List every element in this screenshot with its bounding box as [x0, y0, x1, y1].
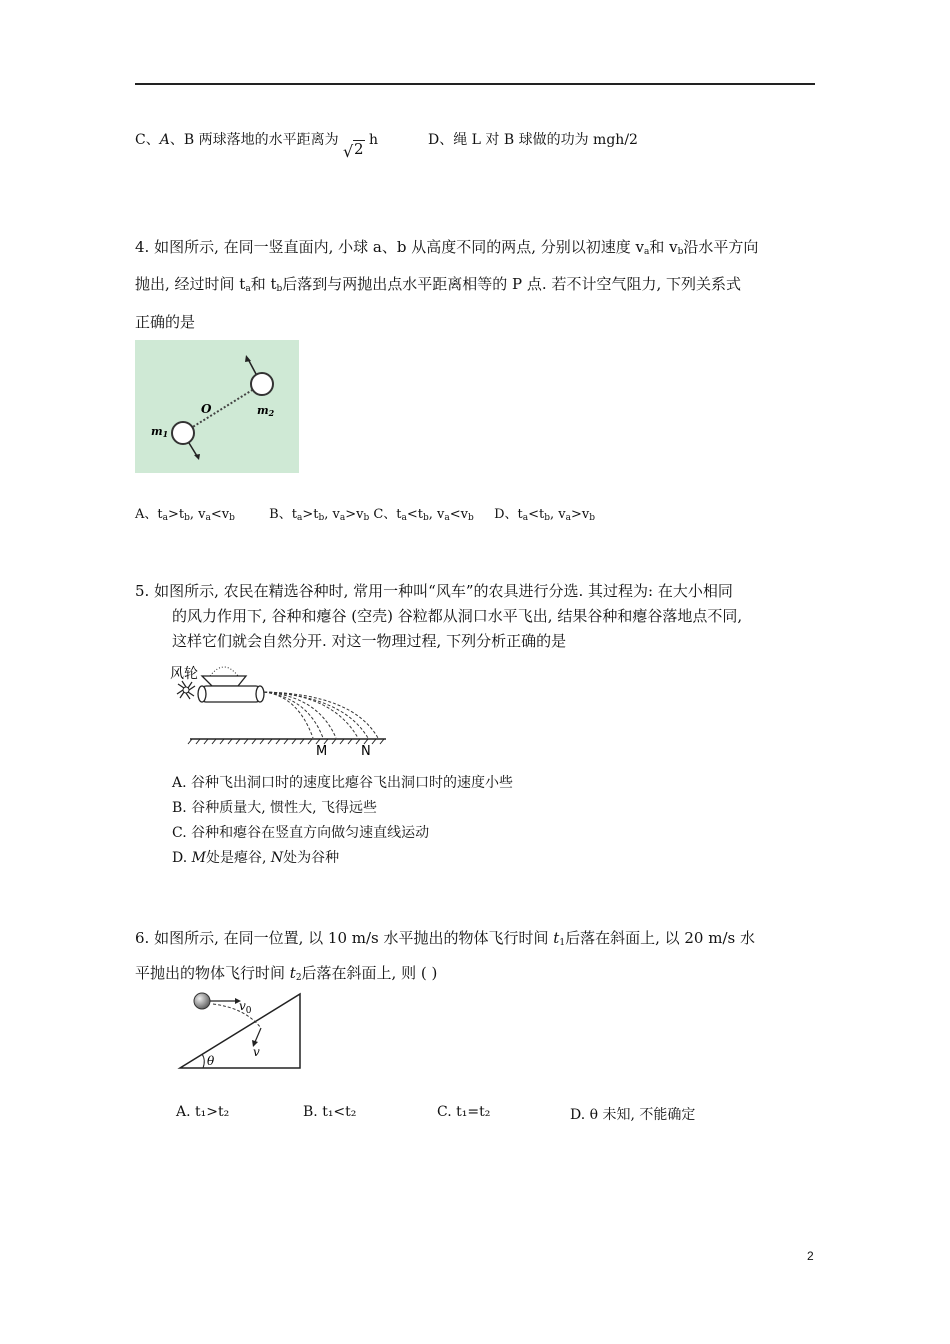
q5-line-1: 5. 如图所示, 农民在精选谷种时, 常用一种叫“风车”的农具进行分选. 其过程为: 在大小相同 — [135, 582, 733, 600]
ball-m1 — [172, 422, 194, 444]
q6-line-1: 6. 如图所示, 在同一位置, 以 10 m/s 水平抛出的物体飞行时间 $t_1$后落在斜面上, 以 20 m/s 水 — [135, 929, 755, 948]
label-v: v — [253, 1045, 260, 1059]
q5-option-c: C. 谷种和瘪谷在竖直方向做匀速直线运动 — [172, 825, 430, 841]
q5-line-2: 的风力作用下, 谷种和瘪谷 (空壳) 谷粒都从洞口水平飞出, 结果谷种和瘪谷落地点不同, — [172, 607, 743, 625]
q6-line-2: 平抛出的物体飞行时间 $t_2$后落在斜面上, 则 ( ) — [135, 964, 438, 983]
q4-option-b: B、$t_a>t_b$, $v_a>v_b$ — [269, 507, 370, 523]
q4-line-1: 4. 如图所示, 在同一竖直面内, 小球 a、b 从高度不同的两点, 分别以初速度 $v_a$和 $v_b$沿水平方向 — [135, 238, 759, 257]
wind-tube — [202, 686, 260, 702]
page-number: 2 — [807, 1249, 814, 1263]
q4-option-c: C、$t_a<t_b$, $v_a<v_b$ — [373, 507, 474, 523]
label-theta: θ — [207, 1054, 215, 1068]
q6-option-d: D. θ 未知, 不能确定 — [570, 1107, 696, 1123]
q4-line-3: 正确的是 — [135, 313, 196, 331]
q4-line-2: 抛出, 经过时间 $t_a$和 $t_b$后落到与两抛出点水平距离相等的 P 点. 若不计空气阻力, 下列关系式 — [135, 275, 741, 294]
q3-option-c: C、A、B 两球落地的水平距离为 √ 2 h — [135, 132, 379, 161]
q6-option-a: A. t₁>t₂ — [176, 1104, 230, 1120]
grain-trajectories — [264, 692, 378, 738]
q4-options — [135, 503, 595, 523]
q5-option-a: A. 谷种飞出洞口时的速度比瘪谷飞出洞口时的速度小些 — [172, 775, 514, 791]
hopper — [202, 676, 246, 686]
q4-option-a: A、$t_a>t_b$, $v_a<v_b$ — [135, 507, 235, 523]
tube-outlet — [256, 686, 264, 702]
q4-figure — [135, 340, 299, 473]
q5-option-b: B. 谷种质量大, 惯性大, 飞得远些 — [172, 800, 377, 816]
q5-option-d: D. M处是瘪谷, N处为谷种 — [172, 850, 340, 866]
q5-figure — [168, 656, 393, 760]
label-m: M — [316, 744, 328, 759]
label-o: O — [201, 402, 212, 416]
q6-option-c: C. t₁=t₂ — [437, 1104, 491, 1120]
label-v0: $v_0$ — [239, 999, 252, 1016]
header-rule — [135, 83, 815, 85]
q3-option-d: D、绳 L 对 B 球做的功为 mgh/2 — [428, 132, 638, 148]
q5-line-3: 这样它们就会自然分开. 对这一物理过程, 下列分析正确的是 — [172, 632, 567, 650]
ball — [194, 993, 210, 1009]
sqrt-symbol: √ 2 — [343, 140, 364, 161]
ball-m2 — [251, 373, 273, 395]
grain-pile — [210, 667, 238, 676]
label-n: N — [361, 744, 371, 759]
q6-option-b: B. t₁<t₂ — [303, 1104, 357, 1120]
label-m2: m2 — [257, 404, 275, 418]
q4-option-d: D、$t_a<t_b$, $v_a>v_b$ — [494, 507, 595, 523]
wind-wheel-icon — [177, 681, 195, 699]
label-m1: m1 — [151, 425, 169, 439]
label-wind-wheel: 风轮 — [170, 666, 198, 682]
figure-background — [135, 340, 299, 473]
q6-figure — [175, 990, 305, 1072]
